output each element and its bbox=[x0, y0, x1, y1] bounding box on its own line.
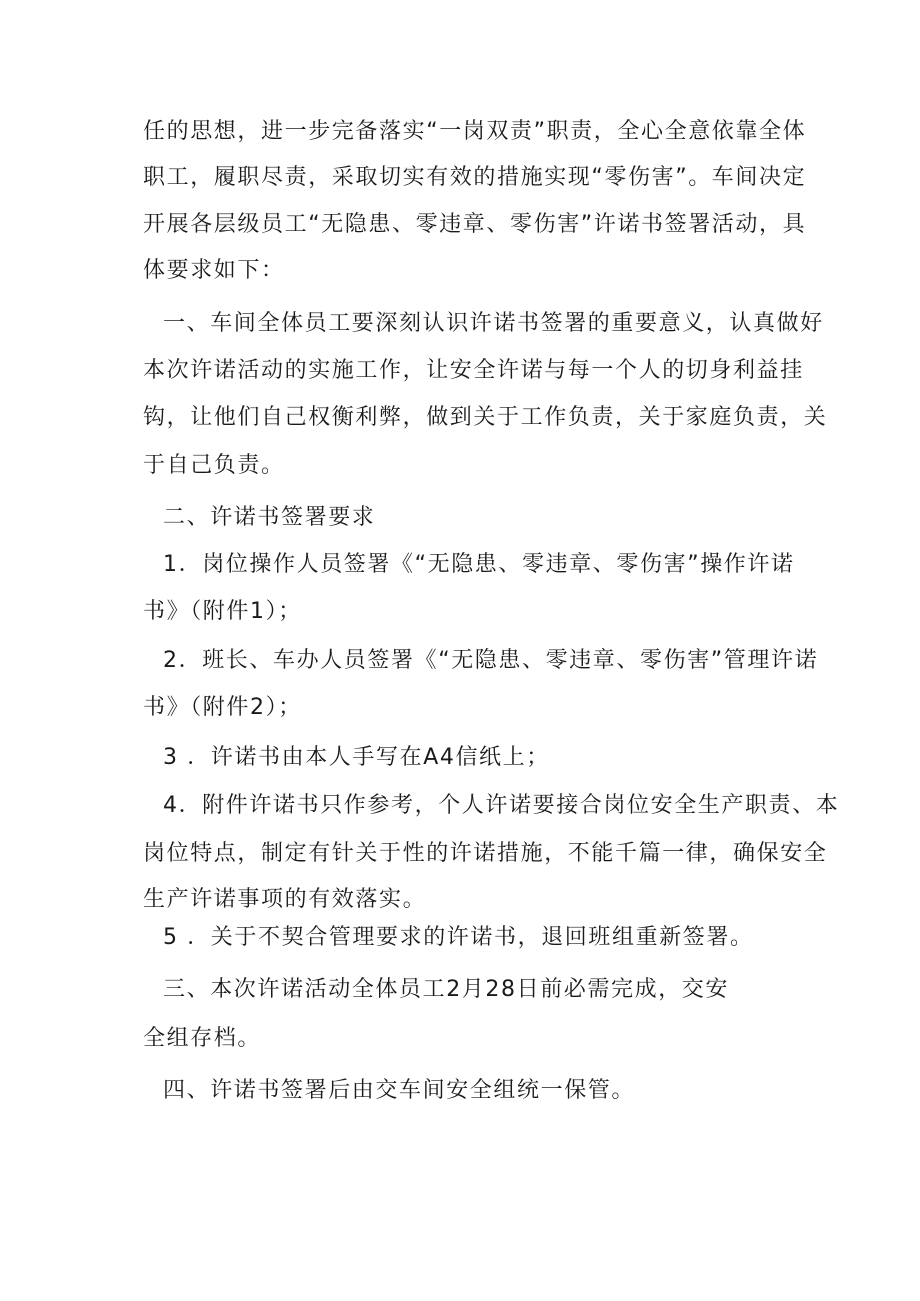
paragraph-line: 钩，让他们自己权衡利弊，做到关于工作负责，关于家庭负责，关 bbox=[143, 405, 828, 430]
paragraph-line: 职工，履职尽责，采取切实有效的措施实现“零伤害”。车间决定 bbox=[143, 165, 807, 190]
list-item-2: 2．班长、车办人员签署《“无隐患、零违章、零伤害”管理许诺 bbox=[163, 648, 819, 673]
list-item-3: 3 ．许诺书由本人手写在A4信纸上； bbox=[163, 745, 550, 770]
list-item-4-cont: 岗位特点，制定有针关于性的许诺措施，不能千篇一律，确保安全 bbox=[143, 841, 828, 866]
section-three-cont: 全组存档。 bbox=[143, 1026, 262, 1051]
list-item-2-cont: 书》（附件2）； bbox=[143, 695, 302, 720]
paragraph-line: 开展各层级员工“无隐患、零违章、零伤害”许诺书签署活动，具 bbox=[143, 212, 807, 237]
list-item-4: 4．附件许诺书只作参考，个人许诺要接合岗位安全生产职责、本 bbox=[163, 793, 840, 818]
paragraph-line: 任的思想，进一步完备落实“一岗双责”职责，全心全意依靠全体 bbox=[143, 119, 807, 144]
list-item-1: 1．岗位操作人员签署《“无隐患、零违章、零伤害”操作许诺 bbox=[163, 552, 795, 577]
paragraph-line: 体要求如下： bbox=[143, 258, 285, 283]
list-item-1-cont: 书》（附件1）； bbox=[143, 599, 302, 624]
section-three-line: 三、本次许诺活动全体员工2月28日前必需完成，交安 bbox=[163, 977, 729, 1002]
section-four-line: 四、许诺书签署后由交车间安全组统一保管。 bbox=[163, 1078, 636, 1103]
paragraph-line: 本次许诺活动的实施工作，让安全许诺与每一个人的切身利益挂 bbox=[143, 358, 804, 383]
list-item-5: 5 ．关于不契合管理要求的许诺书，退回班组重新签署。 bbox=[163, 925, 754, 950]
section-two-heading: 二、许诺书签署要求 bbox=[163, 505, 376, 530]
list-item-4-cont: 生产许诺事项的有效落实。 bbox=[143, 887, 427, 912]
paragraph-line: 于自己负责。 bbox=[143, 453, 285, 478]
section-one-line: 一、车间全体员工要深刻认识许诺书签署的重要意义，认真做好 bbox=[163, 311, 824, 336]
